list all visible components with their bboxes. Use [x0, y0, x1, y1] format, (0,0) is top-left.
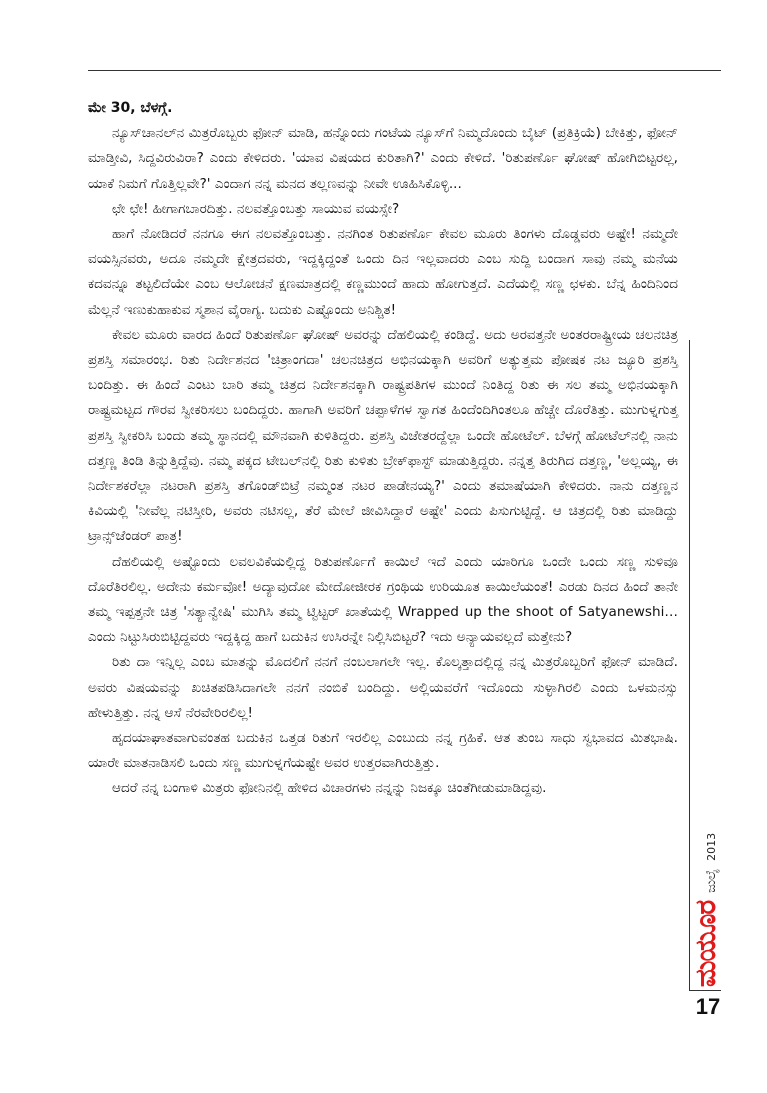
- paragraph-1: ನ್ಯೂಸ್‌ಚಾನಲ್‌ನ ಮಿತ್ರರೊಬ್ಬರು ಫೋನ್ ಮಾಡಿ, ಹನ್ನೊಂದು ಗಂಟೆಯ ನ್ಯೂಸ್‌ಗೆ ನಿಮ್ಮದೊಂದು ಬೈಟ್ (ಪ್ರತಿಕ್ರಿಯೆ) ಬೇಕಿತ್ತು, ಫೋನ್ ಮಾಡ್ತೀವಿ, ಸಿದ್ದವಿರುವಿರಾ? ಎಂದು ಕೇಳಿದರು. 'ಯಾವ ವಿಷಯದ ಕುರಿತಾಗಿ?' ಎಂದು ಕೇಳಿದೆ. 'ರಿತುಪರ್ಣೊ ಘೋಷ್ ಹೋಗಿಬಿಟ್ಟರಲ್ಲ, ಯಾಕೆ ನಿಮಗೆ ಗೊತ್ತಿಲ್ಲವೇ?' ಎಂದಾಗ ನನ್ನ ಮನದ ತಲ್ಲಣವನ್ನು ನೀವೇ ಊಹಿಸಿಕೊಳ್ಳಿ...: [88, 125, 678, 192]
- paragraph-2: ಛೇ ಛೇ! ಹೀಗಾಗಬಾರದಿತ್ತು. ನಲವತ್ತೊಂಬತ್ತು ಸಾಯುವ ವಯಸ್ಸೇ?: [112, 200, 400, 217]
- masthead: [691, 830, 721, 990]
- dateline: ಮೇ 30, ಬೆಳಗ್ಗೆ.: [88, 100, 173, 116]
- side-rule: [689, 340, 690, 990]
- paragraph-3: ಹಾಗೆ ನೋಡಿದರೆ ನನಗೂ ಈಗ ನಲವತ್ತೊಂಬತ್ತು. ನನಗಿಂತ ರಿತುಪರ್ಣೊ ಕೇವಲ ಮೂರು ತಿಂಗಳು ದೊಡ್ಡವರು ಅಷ್ಟೇ! ನಮ್ಮದೇ ವಯಸ್ಸಿನವರು, ಅದೂ ನಮ್ಮದೇ ಕ್ಷೇತ್ರದವರು, ಇದ್ದಕ್ಕಿದ್ದಂತೆ ಒಂದು ದಿನ ಇಲ್ಲವಾದರು ಎಂಬ ಸುದ್ದಿ ಬಂದಾಗ ಸಾವು ನಮ್ಮ ಮನೆಯ ಕದವನ್ನೂ ತಟ್ಟಲಿದೆಯೇ ಎಂಬ ಆಲೋಚನೆ ಕ್ಷಣಮಾತ್ರದಲ್ಲಿ ಕಣ್ಣಮುಂದೆ ಹಾದು ಹೋಗುತ್ತದೆ. ಎದೆಯಲ್ಲಿ ಸಣ್ಣ ಛಳಕು. ಬೆನ್ನ ಹಿಂದಿನಿಂದ ಮೆಲ್ಲನೆ ಇಣುಕುಹಾಕುವ ಸ್ಮಶಾನ ವೈರಾಗ್ಯ. ಬದುಕು ಎಷ್ಟೊಂದು ಅನಿಶ್ಚಿತ!: [88, 226, 678, 318]
- paragraph-5: ದೆಹಲಿಯಲ್ಲಿ ಅಷ್ಟೊಂದು ಲವಲವಿಕೆಯಲ್ಲಿದ್ದ ರಿತುಪರ್ಣೊಗೆ ಕಾಯಿಲೆ ಇದೆ ಎಂದು ಯಾರಿಗೂ ಒಂದೇ ಒಂದು ಸಣ್ಣ ಸುಳಿವೂ ದೊರೆತಿರಲಿಲ್ಲ. ಅದೇನು ಕರ್ಮವೋ! ಅದ್ಯಾವುದೋ ಮೇದೋಜೀರಕ ಗ್ರಂಥಿಯ ಉರಿಯೂತ ಕಾಯಿಲೆಯಂತೆ! ಎರಡು ದಿನದ ಹಿಂದೆ ತಾನೇ ತಮ್ಮ ಇಪ್ಪತ್ತನೇ ಚಿತ್ರ 'ಸತ್ಯಾನ್ವೇಷಿ' ಮುಗಿಸಿ ತಮ್ಮ ಟ್ವಿಟ್ಟರ್ ಖಾತೆಯಲ್ಲಿ Wrapped up the shoot of Satyanewshi… ಎಂದು ನಿಟ್ಟುಸಿರುಬಿಟ್ಟಿದ್ದವರು ಇದ್ದಕ್ಕಿದ್ದ ಹಾಗೆ ಬದುಕಿನ ಉಸಿರನ್ನೇ ನಿಲ್ಲಿಸಿಬಿಟ್ಟರೆ? ಇದು ಅನ್ಯಾಯವಲ್ಲದೆ ಮತ್ತೇನು?: [88, 553, 678, 646]
- article-body: [88, 96, 678, 802]
- paragraph-7: ಹೃದಯಾಘಾತವಾಗುವಂತಹ ಬದುಕಿನ ಒತ್ತಡ ರಿತುಗೆ ಇರಲಿಲ್ಲ ಎಂಬುದು ನನ್ನ ಗ್ರಹಿಕೆ. ಆತ ತುಂಬ ಸಾಧು ಸ್ವಭಾವದ ಮಿತಭಾಷಿ. ಯಾರೇ ಮಾತನಾಡಿಸಲಿ ಒಂದು ಸಣ್ಣ ಮುಗುಳ್ನಗೆಯಷ್ಟೇ ಅವರ ಉತ್ತರವಾಗಿರುತ್ತಿತ್ತು.: [88, 730, 678, 772]
- magazine-name: ಮಯೂರ: [689, 900, 722, 988]
- bottom-rule: [689, 990, 721, 991]
- issue-year: 2013: [705, 832, 718, 861]
- paragraph-8: ಆದರೆ ನನ್ನ ಬಂಗಾಳಿ ಮಿತ್ರರು ಫೋನಿನಲ್ಲಿ ಹೇಳಿದ ವಿಚಾರಗಳು ನನ್ನನ್ನು ನಿಜಕ್ಕೂ ಚಿಂತೆಗೀಡುಮಾಡಿದ್ದವು.: [112, 780, 547, 797]
- paragraph-6: ರಿತು ದಾ ಇನ್ನಿಲ್ಲ ಎಂಬ ಮಾತನ್ನು ಮೊದಲಿಗೆ ನನಗೆ ನಂಬಲಾಗಲೇ ಇಲ್ಲ. ಕೊಲ್ಕತ್ತಾದಲ್ಲಿದ್ದ ನನ್ನ ಮಿತ್ರರೊಬ್ಬರಿಗೆ ಫೋನ್ ಮಾಡಿದೆ. ಅವರು ವಿಷಯವನ್ನು ಖಚಿತಪಡಿಸಿದಾಗಲೇ ನನಗೆ ನಂಬಿಕೆ ಬಂದಿದ್ದು. ಅಲ್ಲಿಯವರೆಗೆ ಇದೊಂದು ಸುಳ್ಳಾಗಿರಲಿ ಎಂದು ಒಳಮನಸ್ಸು ಹೇಳುತ್ತಿತ್ತು. ನನ್ನ ಆಸೆ ನೆರವೇರಿರಲಿಲ್ಲ!: [88, 654, 678, 721]
- paragraph-4: ಕೇವಲ ಮೂರು ವಾರದ ಹಿಂದೆ ರಿತುಪರ್ಣೊ ಘೋಷ್ ಅವರನ್ನು ದೆಹಲಿಯಲ್ಲಿ ಕಂಡಿದ್ದೆ. ಅದು ಅರವತ್ತನೇ ಅಂತರರಾಷ್ಟ್ರೀಯ ಚಲನಚಿತ್ರ ಪ್ರಶಸ್ತಿ ಸಮಾರಂಭ. ರಿತು ನಿರ್ದೇಶನದ 'ಚಿತ್ರಾಂಗದಾ' ಚಲನಚಿತ್ರದ ಅಭಿನಯಕ್ಕಾಗಿ ಅವರಿಗೆ ಅತ್ಯುತ್ತಮ ಪೋಷಕ ನಟ ಜ್ಯೂರಿ ಪ್ರಶಸ್ತಿ ಬಂದಿತ್ತು. ಈ ಹಿಂದೆ ಎಂಟು ಬಾರಿ ತಮ್ಮ ಚಿತ್ರದ ನಿರ್ದೇಶನಕ್ಕಾಗಿ ರಾಷ್ಟ್ರಪತಿಗಳ ಮುಂದೆ ನಿಂತಿದ್ದ ರಿತು ಈ ಸಲ ತಮ್ಮ ಅಭಿನಯಕ್ಕಾಗಿ ರಾಷ್ಟ್ರಮಟ್ಟದ ಗೌರವ ಸ್ವೀಕರಿಸಲು ಬಂದಿದ್ದರು. ಹಾಗಾಗಿ ಅವರಿಗೆ ಚಪ್ಪಾಳೆಗಳ ಸ್ವಾಗತ ಹಿಂದೆಂದಿಗಿಂತಲೂ ಹೆಚ್ಚೇ ದೊರೆತಿತ್ತು. ಮುಗುಳ್ನಗುತ್ತ ಪ್ರಶಸ್ತಿ ಸ್ವೀಕರಿಸಿ ಬಂದು ತಮ್ಮ ಸ್ಥಾನದಲ್ಲಿ ಮೌನವಾಗಿ ಕುಳಿತಿದ್ದರು. ಪ್ರಶಸ್ತಿ ವಿಜೇತರದ್ದೆಲ್ಲಾ ಒಂದೇ ಹೋಟೆಲ್. ಬೆಳಗ್ಗೆ ಹೋಟೆಲ್‌ನಲ್ಲಿ ನಾನು ದತ್ತಣ್ಣ ತಿಂಡಿ ತಿನ್ನುತ್ತಿದ್ದೆವು. ನಮ್ಮ ಪಕ್ಕದ ಟೇಬಲ್‌ನಲ್ಲಿ ರಿತು ಕುಳಿತು ಬ್ರೇಕ್‌ಫಾಸ್ಟ್ ಮಾಡುತ್ತಿದ್ದರು. ನನ್ನತ್ತ ತಿರುಗಿದ ದತ್ತಣ್ಣ, 'ಅಲ್ಲಯ್ಯ, ಈ ನಿರ್ದೇಶಕರೆಲ್ಲಾ ನಟರಾಗಿ ಪ್ರಶಸ್ತಿ ತಗೊಂಡ್‌ಬಿಟ್ರೆ ನಮ್ಮಂತ ನಟರ ಪಾಡೇನಯ್ಯ?' ಎಂದು ತಮಾಷೆಯಾಗಿ ಕೇಳಿದರು. ನಾನು ದತ್ತಣ್ಣನ ಕಿವಿಯಲ್ಲಿ 'ನೀವೆಲ್ಲ ನಟಿಸ್ತೀರಿ, ಅವರು ನಟಿಸಲ್ಲ, ತೆರೆ ಮೇಲೆ ಜೀವಿಸಿದ್ದಾರೆ ಅಷ್ಟೇ' ಎಂದು ಪಿಸುಗುಟ್ಟಿದ್ದೆ. ಆ ಚಿತ್ರದಲ್ಲಿ ರಿತು ಮಾಡಿದ್ದು ಟ್ರಾನ್ಸ್‌ಜೆಂಡರ್ ಪಾತ್ರ!: [88, 326, 678, 545]
- top-rule: [88, 70, 721, 71]
- page-number: 17: [695, 994, 721, 1019]
- issue-month: ಜುಲೈ: [704, 868, 719, 893]
